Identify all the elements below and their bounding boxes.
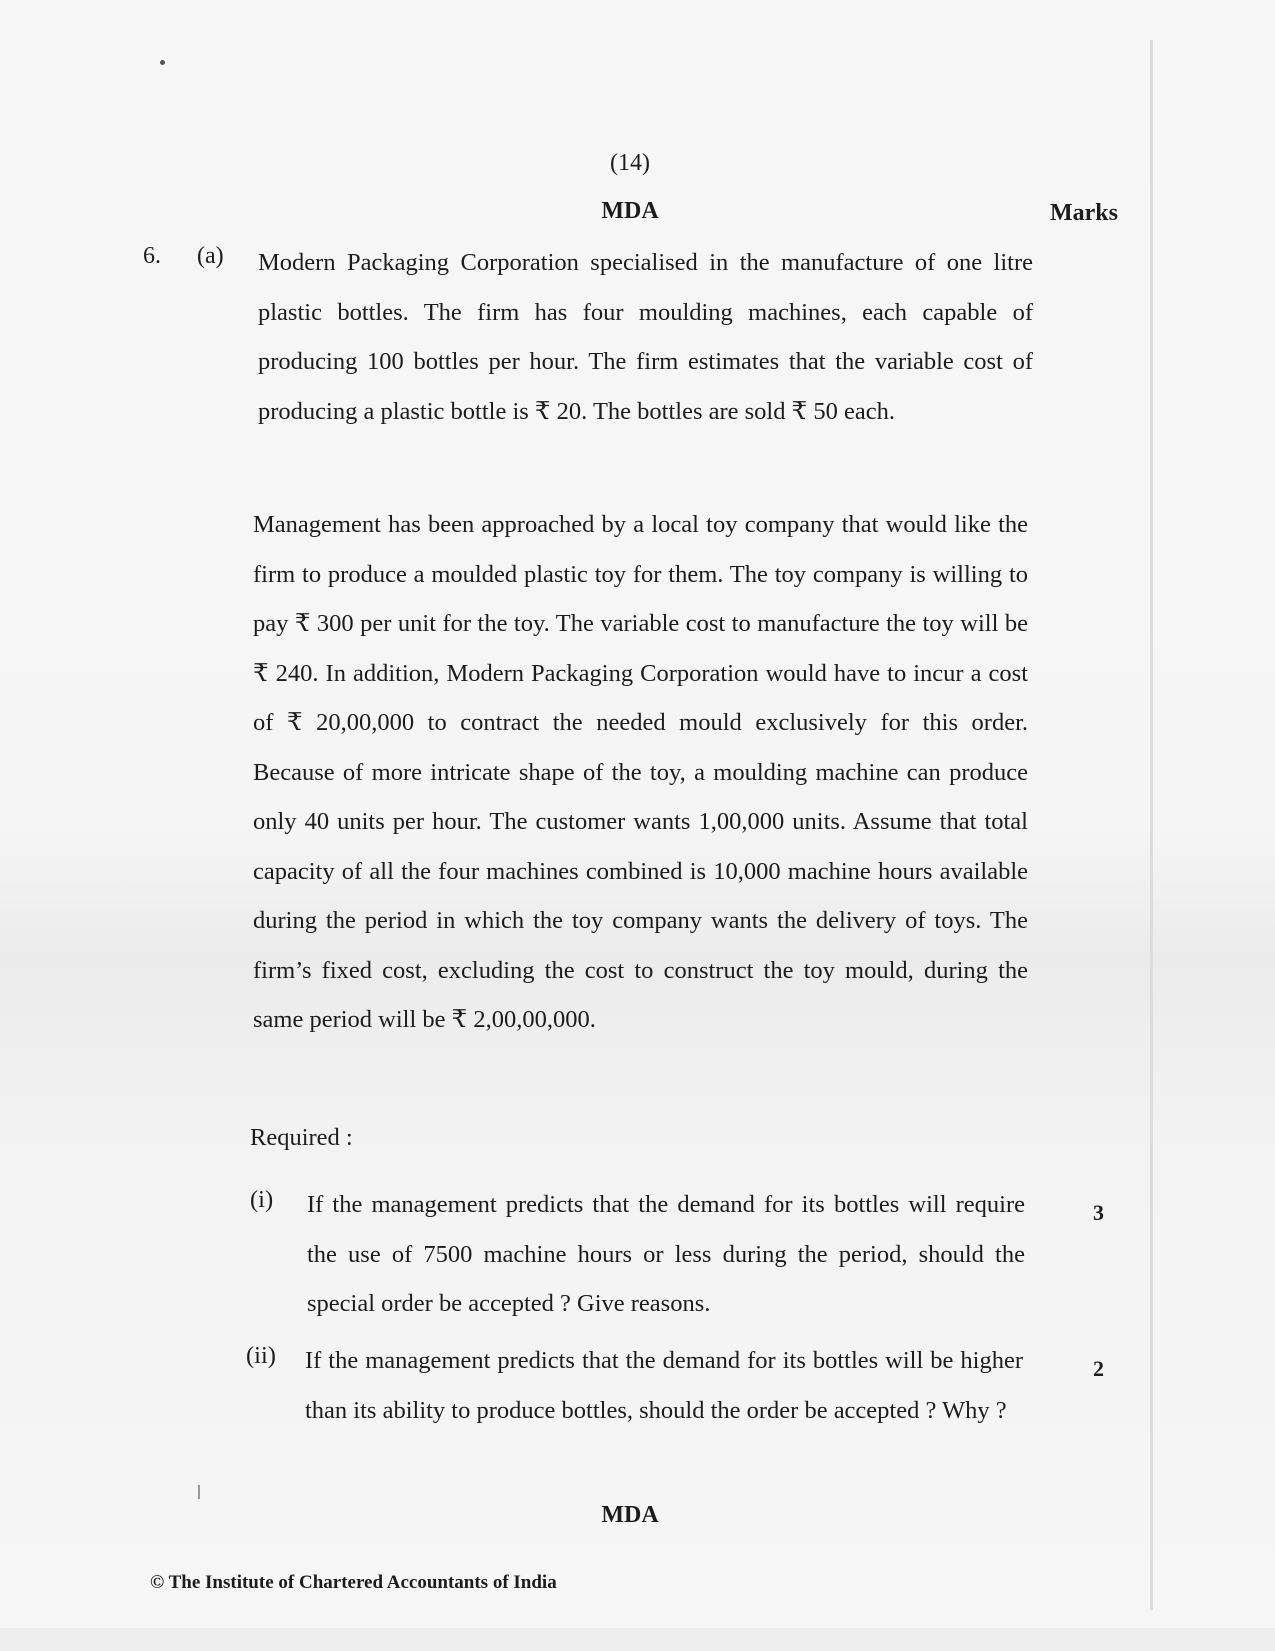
sub-question-marks: 3 <box>1093 1200 1104 1225</box>
question-paragraph-1: Modern Packaging Corporation specialised in the manufacture of one litre plastic bottles. The firm has four moulding machines, each capable of producing 100 bottles per hour. The firm estimates that the variable cost of producing a plastic bottle is ₹ 20. The bottles are sold ₹ 50 each. <box>258 249 1033 425</box>
sub-question-marks: 2 <box>1093 1356 1104 1381</box>
question-number: 6. <box>143 243 161 269</box>
required-label: Required : <box>250 1124 353 1151</box>
copyright-notice: © The Institute of Chartered Accountants of India <box>150 1572 557 1593</box>
footer-paper-code: MDA <box>601 1502 659 1528</box>
sub-question-label: (ii) <box>246 1342 276 1369</box>
scan-edge <box>1150 40 1153 1610</box>
marks-column-heading: Marks <box>1050 200 1118 226</box>
page-number: (14) <box>610 150 650 176</box>
question-part: (a) <box>197 243 224 269</box>
scan-mark <box>198 1485 200 1499</box>
sub-question-label: (i) <box>250 1186 274 1213</box>
question-paragraph-2: Management has been approached by a local toy company that would like the firm to produce a moulded plastic toy for them. The toy company is willing to pay ₹ 300 per unit for the toy. The variable cost to manufacture the toy will be ₹ 240. In addition, Modern Packaging Corporation would have to incur a cost of ₹ 20,00,000 to contract the needed mould exclusively for this order. Because of more intricate shape of the toy, a moulding machine can produce only 40 units per hour. The customer wants 1,00,000 units. Assume that total capacity of all the four machines combined is 10,000 machine hours available during the period in which the toy company wants the delivery of toys. The firm’s fixed cost, excluding the cost to construct the toy mould, during the same period will be ₹ 2,00,00,000. <box>253 511 1028 1033</box>
scan-edge-bottom <box>0 1628 1275 1651</box>
header-paper-code: MDA <box>601 198 659 224</box>
scan-speck <box>160 60 165 65</box>
sub-question-text: If the management predicts that the demand for its bottles will be higher than its ability to produce bottles, should the order be accepted ? Why ? <box>305 1347 1023 1424</box>
sub-question-text: If the management predicts that the demand for its bottles will require the use of 7500 machine hours or less during the period, should the special order be accepted ? Give reasons. <box>307 1191 1025 1317</box>
